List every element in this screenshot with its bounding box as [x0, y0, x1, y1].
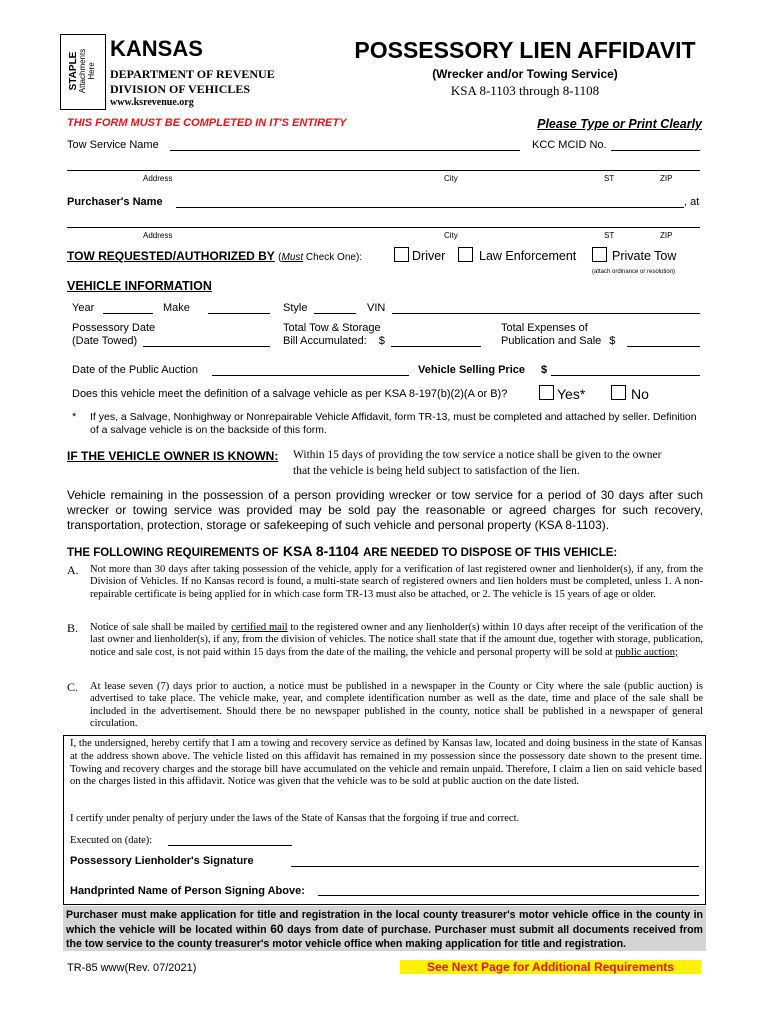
vehicle-info-heading: VEHICLE INFORMATION [67, 279, 212, 293]
total-expenses-dollar: $ [609, 335, 616, 347]
form-statute: KSA 8-1103 through 8-1108 [450, 83, 600, 98]
next-page-notice: See Next Page for Additional Requirements [400, 960, 701, 974]
purchaser-notice-days: 60 [270, 922, 284, 936]
staple-sub2: Here [87, 62, 96, 80]
total-expenses-label [501, 322, 615, 348]
form-subtitle: (Wrecker and/or Towing Service) [432, 67, 618, 81]
handprinted-label: Handprinted Name of Person Signing Above: [70, 885, 305, 897]
style-label: Style [283, 302, 308, 314]
certify-text: I, the undersigned, hereby certify that I am a towing and recovery service as defined by Kansas law, located and doing business in the state of Kansas at the address shown above. The vehicle listed on this affidavit has remained in my possession since the possessory date shown to the present time. Towing and recovery charges and the storage bill have accumulated on the vehicle and remain unpaid. Therefore, I claim a lien on said vehicle based on the charges listed in this affidavit. Notice was given that the vehicle was to be sold at public auction on the date listed. [70, 738, 702, 788]
city-caption: City [444, 174, 458, 183]
total-tow-line2: Bill Accumulated: [283, 335, 367, 347]
total-tow-line1: Total Tow & Storage [283, 322, 381, 334]
executed-label: Executed on (date): [70, 835, 153, 846]
year-input[interactable] [103, 313, 153, 314]
signature-label: Possessory Lienholder's Signature [70, 855, 254, 867]
attach-ordinance-note: (attach ordinance or resolution) [592, 269, 676, 275]
zip-caption-2: ZIP [660, 231, 673, 240]
salvage-no-checkbox[interactable] [611, 385, 626, 400]
requirements-heading-ksa: KSA 8-1104 [282, 543, 359, 559]
law-enforcement-checkbox[interactable] [458, 247, 473, 262]
city-caption-2: City [444, 231, 458, 240]
make-label: Make [163, 302, 190, 314]
vin-label: VIN [367, 302, 386, 314]
year-label: Year [72, 302, 95, 314]
requirements-heading-post: ARE NEEDED TO DISPOSE OF THIS VEHICLE: [363, 547, 618, 559]
owner-known-text-2: that the vehicle is being held subject to satisfaction of the lien. [293, 465, 580, 477]
kcc-label: KCC MCID No. [532, 139, 607, 151]
salvage-yes-checkbox[interactable] [539, 385, 554, 400]
salvage-yes-label: Yes* [557, 386, 586, 402]
salvage-question: Does this vehicle meet the definition of a salvage vehicle as per KSA 8-197(b)(2)(A or B)? [72, 388, 508, 400]
req-b-label: B. [67, 621, 79, 635]
req-b-certified: certified mail [231, 622, 288, 633]
salvage-no-label: No [631, 386, 649, 402]
purchaser-label: Purchaser's Name [67, 196, 163, 208]
tow-requested-row [67, 249, 362, 263]
signature-input[interactable] [291, 866, 699, 867]
vin-input[interactable] [392, 313, 700, 314]
website-url: www.ksrevenue.org [110, 97, 194, 108]
salvage-footnote: If yes, a Salvage, Nonhighway or Nonrepairable Vehicle Affidavit, form TR-13, must be completed and attached by seller. Definition of a salvage vehicle is on the backside of this form. [90, 411, 697, 436]
requirements-heading [67, 543, 617, 561]
staple-label [69, 39, 95, 103]
st-caption: ST [604, 174, 615, 183]
purchaser-notice-part1: Purchaser must make application for title and registration in the local county treasurer's motor vehicle office in the county in which the vehicle will be located within [66, 909, 703, 936]
selling-price-dollar: $ [541, 364, 548, 376]
address-caption: Address [143, 174, 173, 183]
possessory-date-line2: (Date Towed) [72, 335, 138, 347]
possessory-date-line1: Possessory Date [72, 322, 156, 334]
agency-name: KANSAS [110, 36, 203, 61]
tow-address-input[interactable] [67, 170, 700, 171]
req-b-pre: Notice of sale shall be mailed by [90, 622, 229, 633]
total-tow-dollar: $ [378, 335, 385, 347]
requirements-heading-pre: THE FOLLOWING REQUIREMENTS OF [67, 547, 279, 559]
purchaser-input[interactable] [176, 207, 684, 208]
possessory-date-input[interactable] [143, 346, 270, 347]
req-a-text: Not more than 30 days after taking possession of the vehicle, apply for a verification of last registered owner and lienholder(s), if any, from the Division of Vehicles. If no Kansas record is found, a multi-state search of registered owners and lien holders must be completed, unless 1. A non-repairable certificate is being applied for in which case form TR-13 must also be attached, or 2. The vehicle is 15 years of age or older. [90, 564, 703, 600]
purchaser-address-input[interactable] [67, 227, 700, 228]
paren-open: ( [278, 252, 282, 263]
total-expenses-line2: Publication and Sale [501, 335, 602, 347]
private-tow-label: Private Tow [612, 249, 677, 263]
law-enforcement-label: Law Enforcement [479, 249, 577, 263]
check-one-text: Check One): [303, 252, 363, 263]
tow-service-label: Tow Service Name [67, 139, 159, 151]
total-expenses-input[interactable] [627, 346, 700, 347]
staple-title: STAPLE [68, 51, 79, 91]
complete-notice: THIS FORM MUST BE COMPLETED IN IT'S ENTIRETY [67, 117, 347, 129]
total-expenses-line1: Total Expenses of [501, 322, 588, 334]
address-caption-2: Address [143, 231, 173, 240]
handprinted-input[interactable] [318, 895, 699, 896]
executed-date-input[interactable] [168, 845, 292, 846]
dept-line-1: DEPARTMENT OF REVENUE [110, 67, 275, 81]
purchaser-notice-part2: days from date of purchase. Purchaser must submit all documents received from the tow service to the county treasurer's motor vehicle office when making application for title and registration. [66, 924, 703, 950]
owner-known-label: IF THE VEHICLE OWNER IS KNOWN: [67, 449, 279, 463]
kcc-input[interactable] [611, 150, 700, 151]
perjury-text: I certify under penalty of perjury under the laws of the State of Kansas that the forgoing if true and correct. [70, 813, 520, 824]
req-b-text [90, 622, 703, 659]
req-b-post: to the registered owner and any lienholder(s) within 10 days after receipt of the verification of the last owner and lienholder(s), if any, from the division of vehicles. The notice shall state that if the amount due, together with storage, publication, notice and sale cost, is not paid within 15 days from the date of the mailing, the vehicle and personal property will be sold at [90, 622, 704, 658]
form-id: TR-85 www(Rev. 07/2021) [67, 962, 197, 974]
req-b-public: public auction; [615, 646, 678, 658]
print-notice: Please Type or Print Clearly [537, 117, 702, 131]
remaining-paragraph: Vehicle remaining in the possession of a person providing wrecker or tow service for a period of 30 days after such wrecker or towing service was provided may be sold pay the reasonable or agreed charges for such recovery, transportation, protection, storage or safekeeping of such vehicle and personal property (KSA 8-1103). [67, 488, 703, 532]
must-text: Must [281, 252, 304, 263]
possessory-date-label [72, 322, 155, 348]
tow-service-input[interactable] [170, 150, 520, 151]
req-c-text: At lease seven (7) days prior to auction, a notice must be published in a newspaper in the County or City where the sale (public auction) is advertised to take place. The vehicle make, year, and complete identification number as well as the date, time and place of the sale shall be included in the advertisement. Should there be no newspaper published in the county, notice shall be published in a newspaper of general circulation. [90, 681, 703, 729]
driver-checkbox[interactable] [394, 247, 409, 262]
auction-date-label: Date of the Public Auction [72, 364, 198, 376]
req-a-label: A. [67, 563, 79, 577]
total-tow-label [283, 322, 385, 348]
zip-caption: ZIP [660, 174, 673, 183]
dept-line-2: DIVISION OF VEHICLES [110, 82, 251, 96]
purchaser-notice-box [63, 906, 706, 951]
selling-price-input[interactable] [551, 375, 700, 376]
tow-requested-label: TOW REQUESTED/AUTHORIZED BY [67, 249, 275, 263]
st-caption-2: ST [604, 231, 615, 240]
private-tow-checkbox[interactable] [592, 247, 607, 262]
form-title: POSSESSORY LIEN AFFIDAVIT [354, 37, 696, 63]
style-input[interactable] [314, 313, 356, 314]
driver-label: Driver [412, 249, 446, 263]
footnote-star: * [72, 411, 77, 423]
selling-price-label: Vehicle Selling Price [418, 364, 525, 376]
owner-known-text-1: Within 15 days of providing the tow service a notice shall be given to the owner [293, 449, 662, 461]
purchaser-at: , at [684, 196, 700, 208]
staple-sub: Attachments [78, 48, 87, 94]
req-c-label: C. [67, 680, 79, 694]
auction-date-input[interactable] [212, 375, 409, 376]
make-input[interactable] [208, 313, 270, 314]
total-tow-input[interactable] [391, 346, 481, 347]
